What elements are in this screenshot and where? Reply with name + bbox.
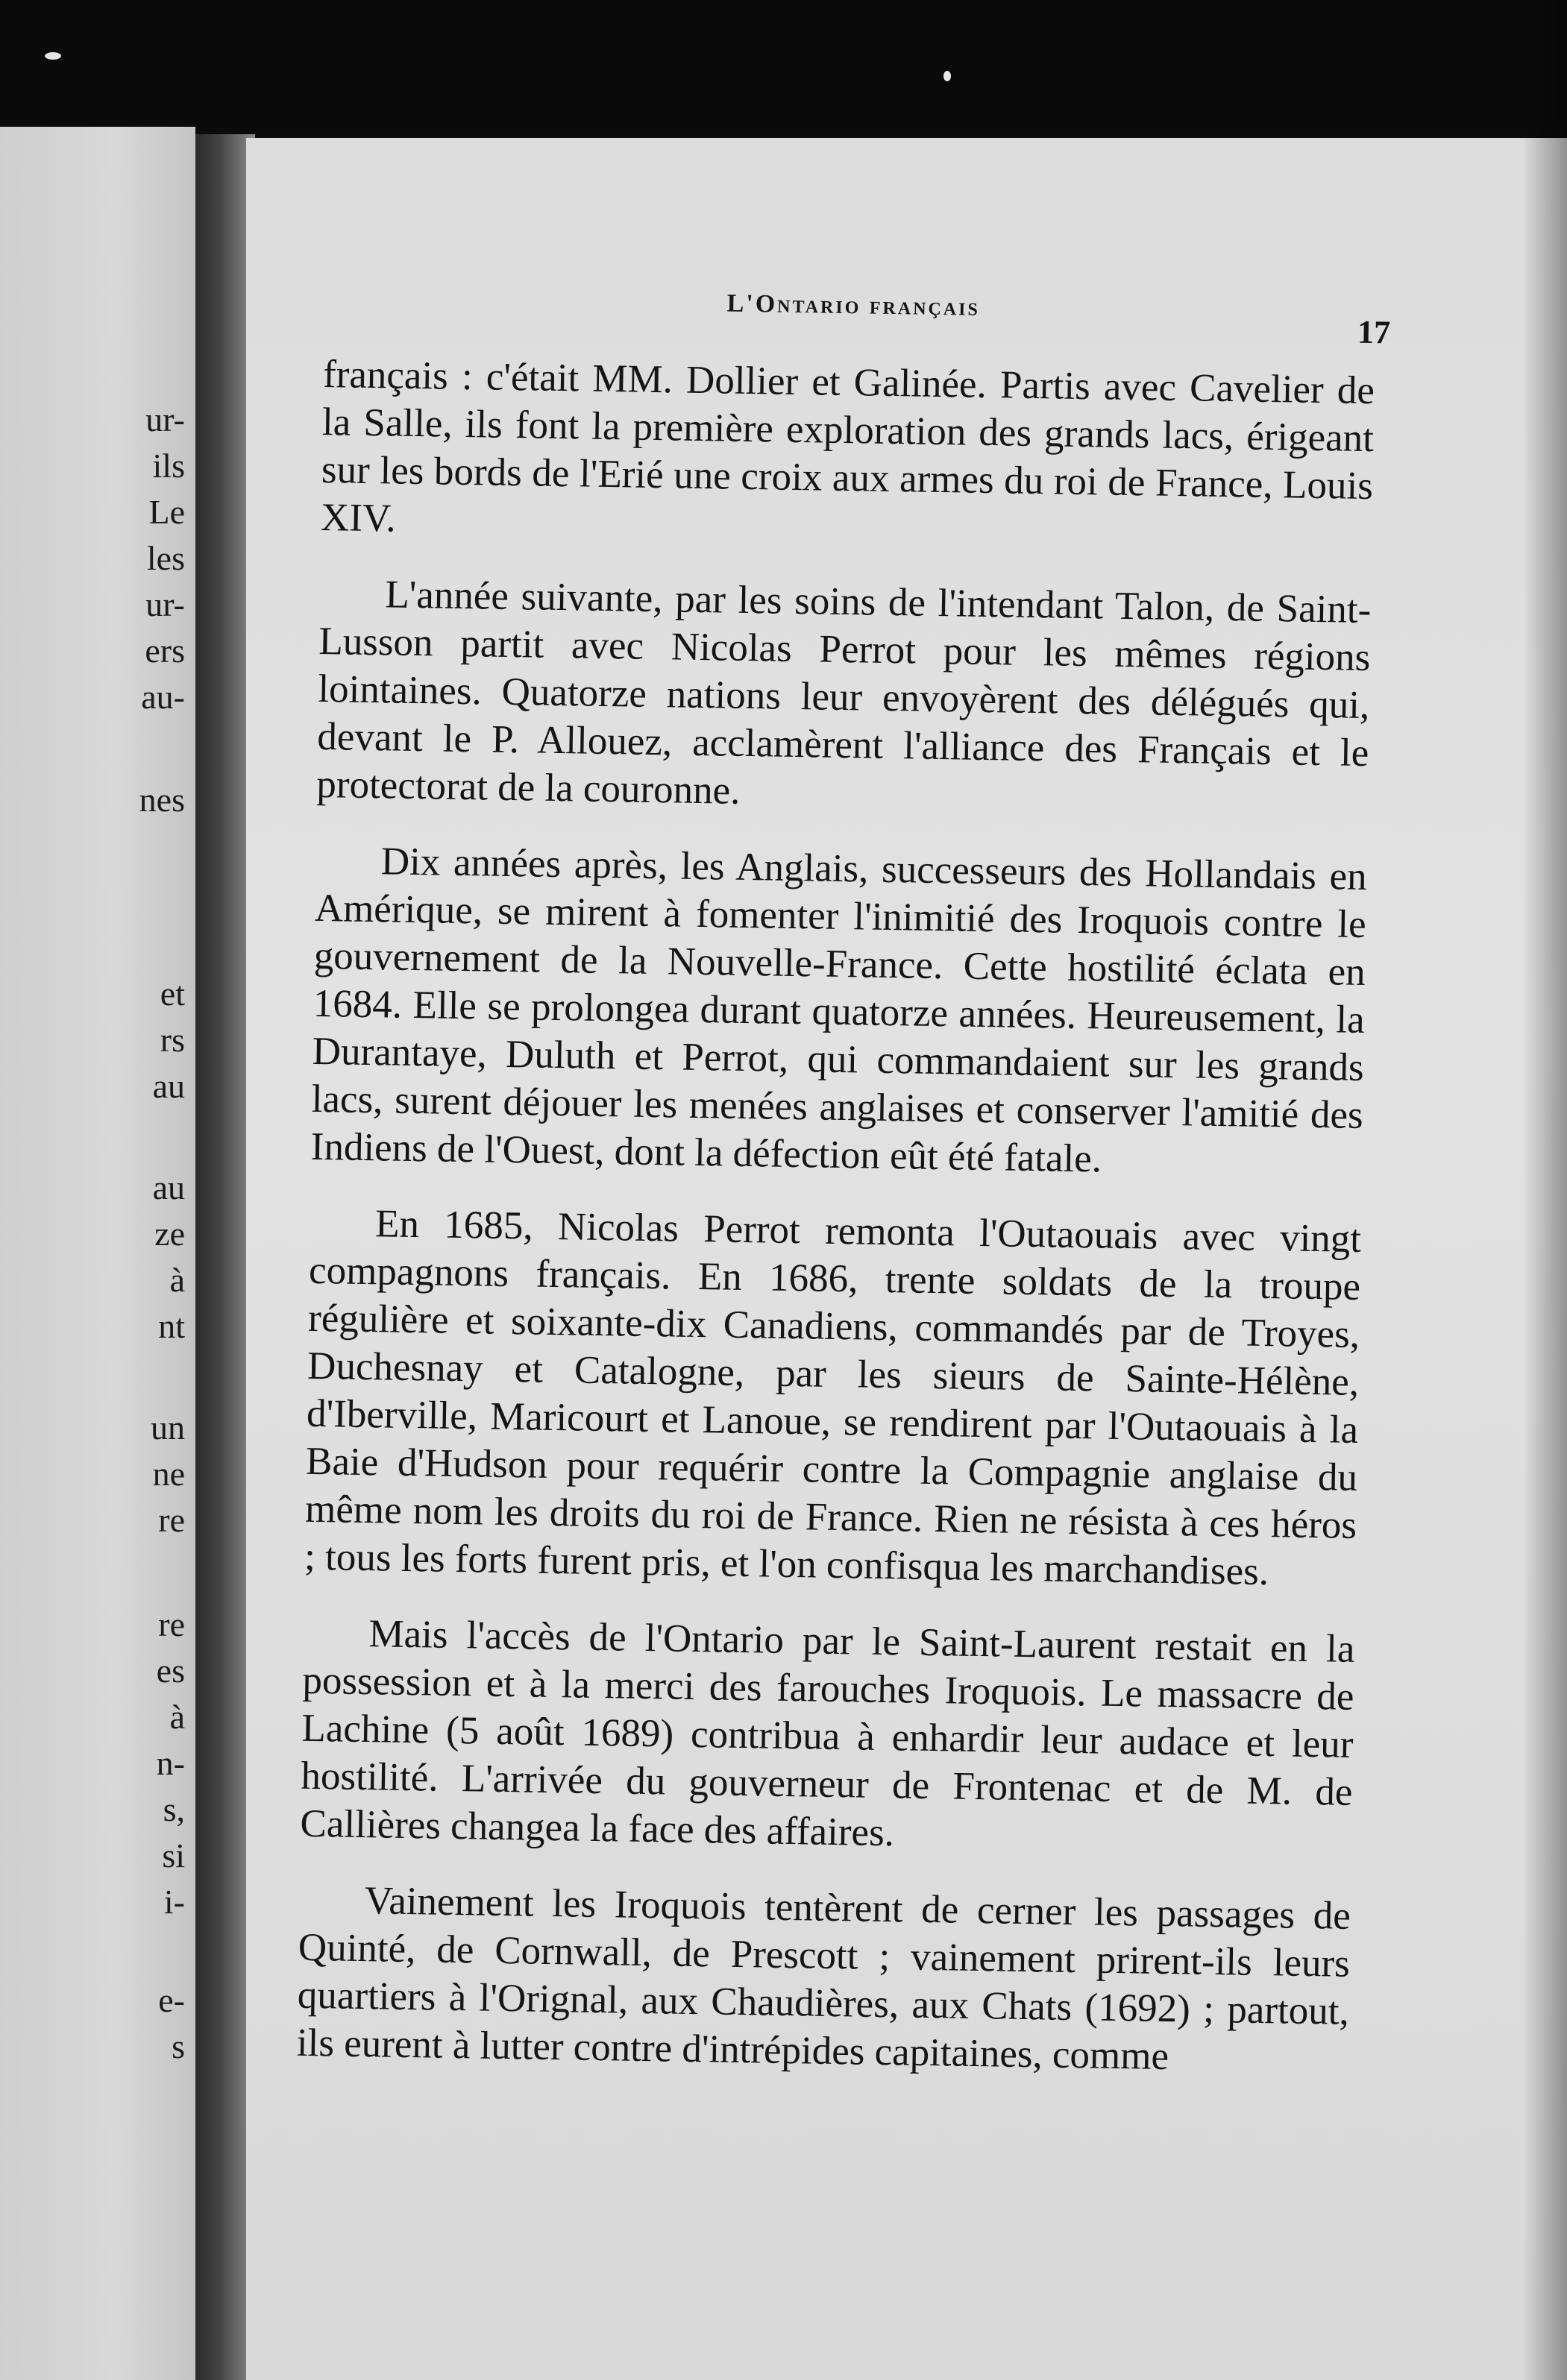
left-page-fragment: Le bbox=[148, 493, 185, 531]
left-page-fragment: s bbox=[172, 2027, 185, 2065]
left-page-fragment: nes bbox=[139, 781, 185, 819]
left-page-fragment: ze bbox=[154, 1215, 185, 1253]
left-page-fragment: nt bbox=[158, 1307, 185, 1345]
paragraph: En 1685, Nicolas Perrot remonta l'Outaouais avec vingt compagnons français. En 1686, trente soldats de la troupe régulière et soixante-dix Canadiens, commandés par de Troyes, Duchesnay et Catalogne, par les sieurs de Sainte-Hélène, d'Iberville, Maricourt et Lanoue, se rendirent par l'Outaouais à la Baie d'Hudson pour requérir contre la Compagnie anglaise du même nom les droits du roi de France. Rien ne résista à ces héros ; tous les forts furent pris, et l'on confisqua les marchandises. bbox=[304, 1202, 1362, 1594]
page-number: 17 bbox=[1357, 313, 1391, 351]
running-title: L'Ontario français bbox=[726, 289, 981, 321]
paragraph: français : c'était MM. Dollier et Galinée. Partis avec Cavelier de la Salle, ils font la première exploration des grands lacs, érigeant sur les bords de l'Erié une croix aux armes du roi de France, Louis XIV. bbox=[320, 352, 1375, 541]
left-page-fragment: ne bbox=[152, 1455, 185, 1493]
left-page-fragment: ur- bbox=[145, 400, 185, 438]
page-text-block bbox=[296, 283, 1391, 2112]
left-page-fragment: à bbox=[169, 1698, 185, 1736]
scanner-background-top bbox=[0, 0, 1567, 127]
paragraph: Vainement les Iroquois tentèrent de cerner les passages de Quinté, de Cornwall, de Prescott ; vainement prirent-ils leurs quartiers à l'Orignal, aux Chaudières, aux Chats (1692) ; partout, ils eurent à lutter contre d'intrépides capitaines, comme bbox=[296, 1879, 1351, 2079]
scan-speck bbox=[45, 52, 61, 60]
left-page-fragment: e- bbox=[158, 1981, 185, 2019]
left-page-fragment: au bbox=[152, 1168, 185, 1206]
left-page-fragment: à bbox=[169, 1261, 185, 1299]
left-page-fragment: rs bbox=[160, 1021, 185, 1059]
left-page-fragment: re bbox=[158, 1605, 185, 1643]
left-page-fragment: les bbox=[146, 539, 185, 577]
paragraph: L'année suivante, par les soins de l'intendant Talon, de Saint-Lusson partit avec Nicolas Perrot pour les mêmes régions lointaines. Quatorze nations leur envoyèrent des délégués qui, devant le P. Allouez, acclamèrent l'alliance des Français et le protectorat de la couronne. bbox=[315, 573, 1372, 813]
left-page-fragment: ers bbox=[145, 632, 185, 670]
left-page-fragment: un bbox=[151, 1408, 185, 1446]
left-page-fragment: n- bbox=[156, 1744, 185, 1782]
left-page-fragment: i- bbox=[163, 1883, 185, 1921]
paragraph: Dix années après, les Anglais, successeurs des Hollandais en Amérique, se mirent à fomenter l'inimitié des Iroquois contre le gouvernement de la Nouvelle-France. Cette hostilité éclata en 1684. Elle se prolongea durant quatorze années. Heureusement, la Durantaye, Duluth et Perrot, qui commandaient sur les grands lacs, surent déjouer les menées anglaises et conserver l'amitié des Indiens de l'Ouest, dont la défection eût été fatale. bbox=[310, 840, 1368, 1181]
left-page-fragment: es bbox=[156, 1652, 185, 1690]
paragraph: Mais l'accès de l'Ontario par le Saint-Laurent restait en la possession et à la merci des farouches Iroquois. Le massacre de Lachine (5 août 1689) contribua à enhardir leur audace et leur hostilité. L'arrivée du gouverneur de Frontenac et de M. de Callières changea la face des affaires. bbox=[300, 1612, 1355, 1855]
left-page-fragment: re bbox=[158, 1501, 185, 1539]
left-facing-page bbox=[0, 127, 195, 2380]
left-page-fragment: au bbox=[152, 1067, 185, 1105]
left-page-fragment: ils bbox=[152, 447, 185, 485]
left-page-fragment: au- bbox=[141, 678, 185, 716]
left-page-fragment: s, bbox=[163, 1790, 185, 1828]
left-page-fragment: ur- bbox=[145, 585, 185, 623]
scan-speck bbox=[943, 71, 951, 81]
left-page-fragment: et bbox=[160, 975, 185, 1013]
left-page-fragment: si bbox=[162, 1836, 185, 1874]
scan-edge-shadow bbox=[1522, 0, 1567, 2380]
